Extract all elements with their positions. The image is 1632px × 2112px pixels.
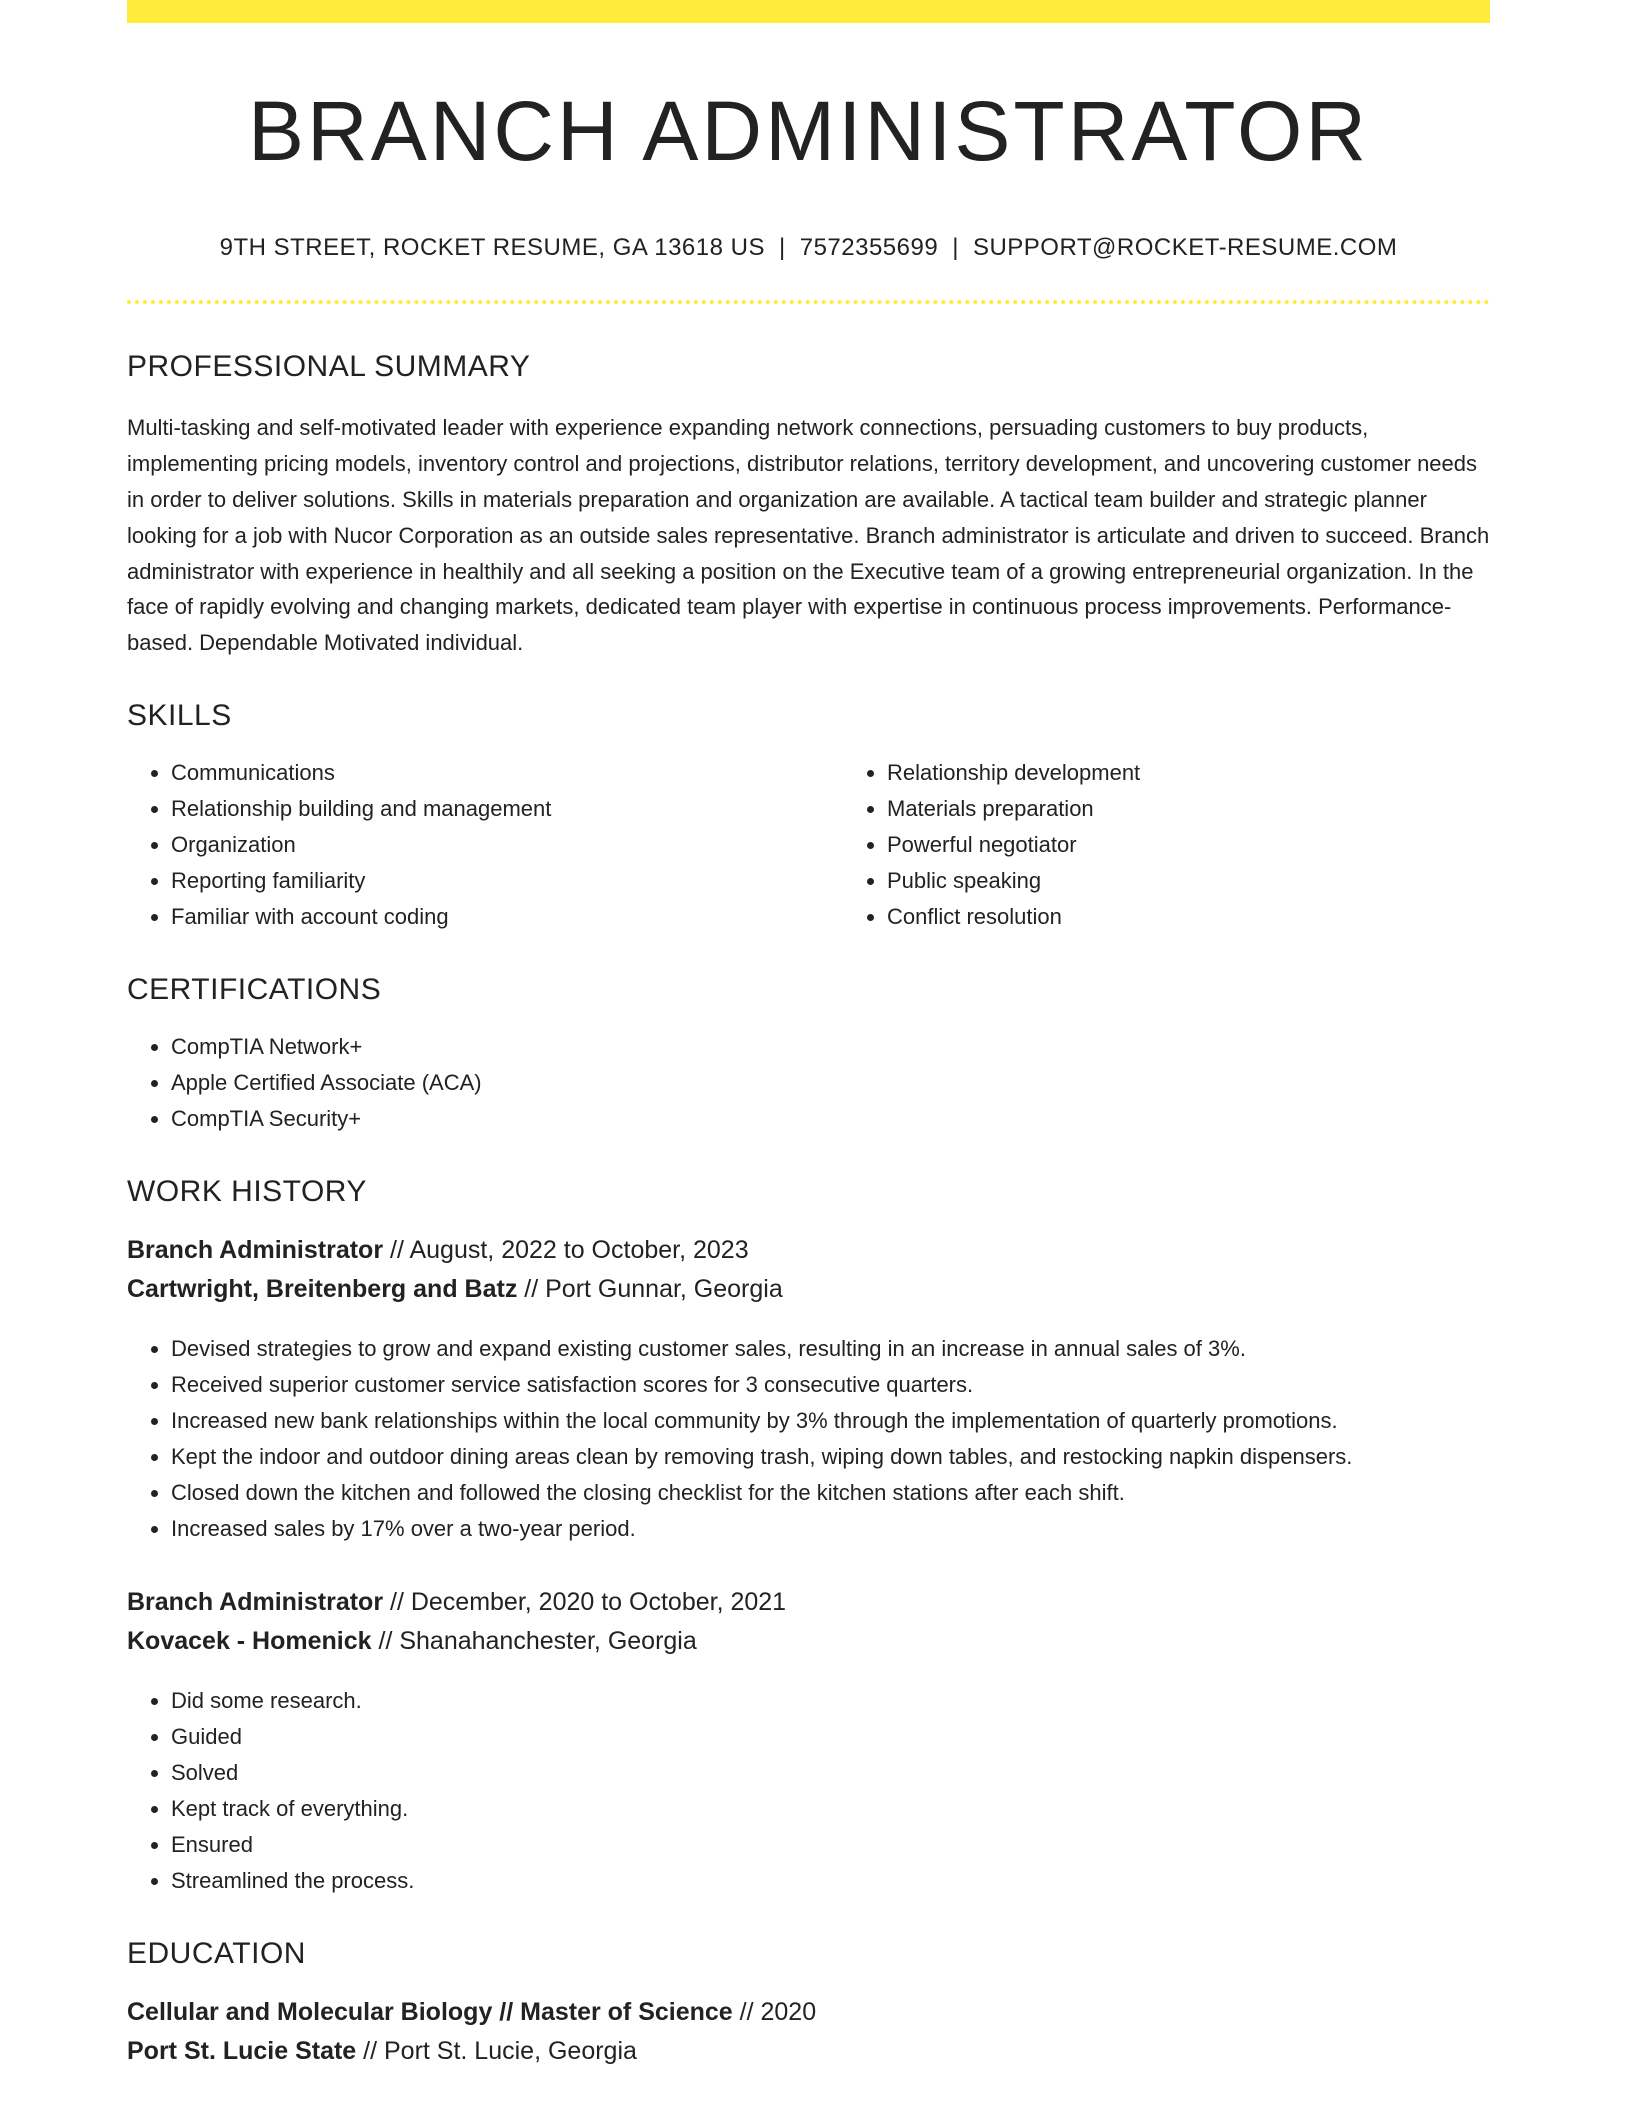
list-item: • Apple Certified Associate (ACA): [171, 1065, 1490, 1101]
contact-address: 9TH STREET, ROCKET RESUME, GA 13618 US: [219, 234, 765, 262]
contact-line: [127, 234, 1490, 262]
list-item: • Streamlined the process.: [171, 1863, 1490, 1899]
list-item: • Kept the indoor and outdoor dining areas clean by removing trash, wiping down tables, and restocking napkin dispensers.: [171, 1439, 1490, 1475]
work-history-heading: WORK HISTORY: [127, 1174, 367, 1208]
job-bullets: [127, 1683, 1490, 1899]
list-item: • Communications: [171, 755, 843, 791]
list-item: • Increased new bank relationships within the local community by 3% through the implementation of quarterly promotions.: [171, 1403, 1490, 1439]
job-role: Branch Administrator: [127, 1235, 384, 1264]
contact-phone: 7572355699: [799, 234, 939, 262]
list-item: • Devised strategies to grow and expand existing customer sales, resulting in an increase in annual sales of 3%.: [171, 1331, 1490, 1367]
job-title-line: [127, 1231, 1490, 1270]
list-item: • Familiar with account coding: [171, 899, 843, 935]
education-location: // Port St. Lucie, Georgia: [356, 2036, 637, 2065]
candidate-name: BRANCH ADMINISTRATOR: [248, 84, 1369, 178]
contact-separator: |: [778, 234, 786, 262]
list-item: • Did some research.: [171, 1683, 1490, 1719]
job-dates: // August, 2022 to October, 2023: [383, 1235, 749, 1264]
certifications-list: [127, 1029, 1490, 1137]
skills-list-right: [843, 755, 1559, 935]
job-company: Cartwright, Breitenberg and Batz: [127, 1274, 518, 1303]
list-item: • Relationship development: [887, 755, 1559, 791]
list-item: • Closed down the kitchen and followed the closing checklist for the kitchen stations after each shift.: [171, 1475, 1490, 1511]
contact-email: SUPPORT@ROCKET-RESUME.COM: [972, 234, 1398, 262]
list-item: • Kept track of everything.: [171, 1791, 1490, 1827]
job-company-line: [127, 1622, 1490, 1661]
education-year: // 2020: [732, 1997, 817, 2026]
resume-page: [127, 0, 1490, 2071]
education-heading: EDUCATION: [127, 1936, 306, 1970]
list-item: • Organization: [171, 827, 843, 863]
education-school-line: [127, 2032, 1490, 2071]
list-item: • CompTIA Network+: [171, 1029, 1490, 1065]
education-degree-line: [127, 1993, 1490, 2032]
list-item: • Increased sales by 17% over a two-year period.: [171, 1511, 1490, 1547]
list-item: • Reporting familiarity: [171, 863, 843, 899]
list-item: • CompTIA Security+: [171, 1101, 1490, 1137]
list-item: • Solved: [171, 1755, 1490, 1791]
job-bullets: [127, 1331, 1490, 1547]
job-dates: // December, 2020 to October, 2021: [383, 1587, 787, 1616]
job-role: Branch Administrator: [127, 1587, 384, 1616]
job-company: Kovacek - Homenick: [127, 1626, 372, 1655]
skills-heading: SKILLS: [127, 698, 232, 732]
skills-grid: [127, 755, 1490, 935]
skills-list-left: [127, 755, 843, 935]
list-item: • Materials preparation: [887, 791, 1559, 827]
certifications-heading: CERTIFICATIONS: [127, 972, 382, 1006]
job-location: // Port Gunnar, Georgia: [517, 1274, 783, 1303]
list-item: • Received superior customer service satisfaction scores for 3 consecutive quarters.: [171, 1367, 1490, 1403]
job-title-line: [127, 1583, 1490, 1622]
summary-heading: PROFESSIONAL SUMMARY: [127, 350, 531, 384]
dotted-divider: [127, 300, 1490, 304]
list-item: • Ensured: [171, 1827, 1490, 1863]
education-degree: Cellular and Molecular Biology // Master of Science: [127, 1997, 733, 2026]
list-item: • Public speaking: [887, 863, 1559, 899]
job-company-line: [127, 1270, 1490, 1309]
list-item: • Conflict resolution: [887, 899, 1559, 935]
list-item: • Relationship building and management: [171, 791, 843, 827]
list-item: • Powerful negotiator: [887, 827, 1559, 863]
contact-separator: |: [952, 234, 959, 262]
job-location: // Shanahanchester, Georgia: [371, 1626, 697, 1655]
list-item: • Guided: [171, 1719, 1490, 1755]
accent-top-bar: [127, 0, 1490, 23]
education-school: Port St. Lucie State: [127, 2036, 357, 2065]
summary-paragraph: Multi-tasking and self-motivated leader with experience expanding network connections, persuading customers to buy products, implementing pricing models, inventory control and projections, distributor relations, territory development, and uncovering customer needs in order to deliver solutions. Skills in materials preparation and organization are available. A tactical team builder and strategic planner looking for a job with Nucor Corporation as an outside sales representative. Branch administrator is articulate and driven to succeed. Branch administrator with experience in healthily and all seeking a position on the Executive team of a growing entrepreneurial organization. In the face of rapidly evolving and changing markets, dedicated team player with expertise in continuous process improvements. Performance-based. Dependable Motivated individual.: [127, 415, 1490, 656]
